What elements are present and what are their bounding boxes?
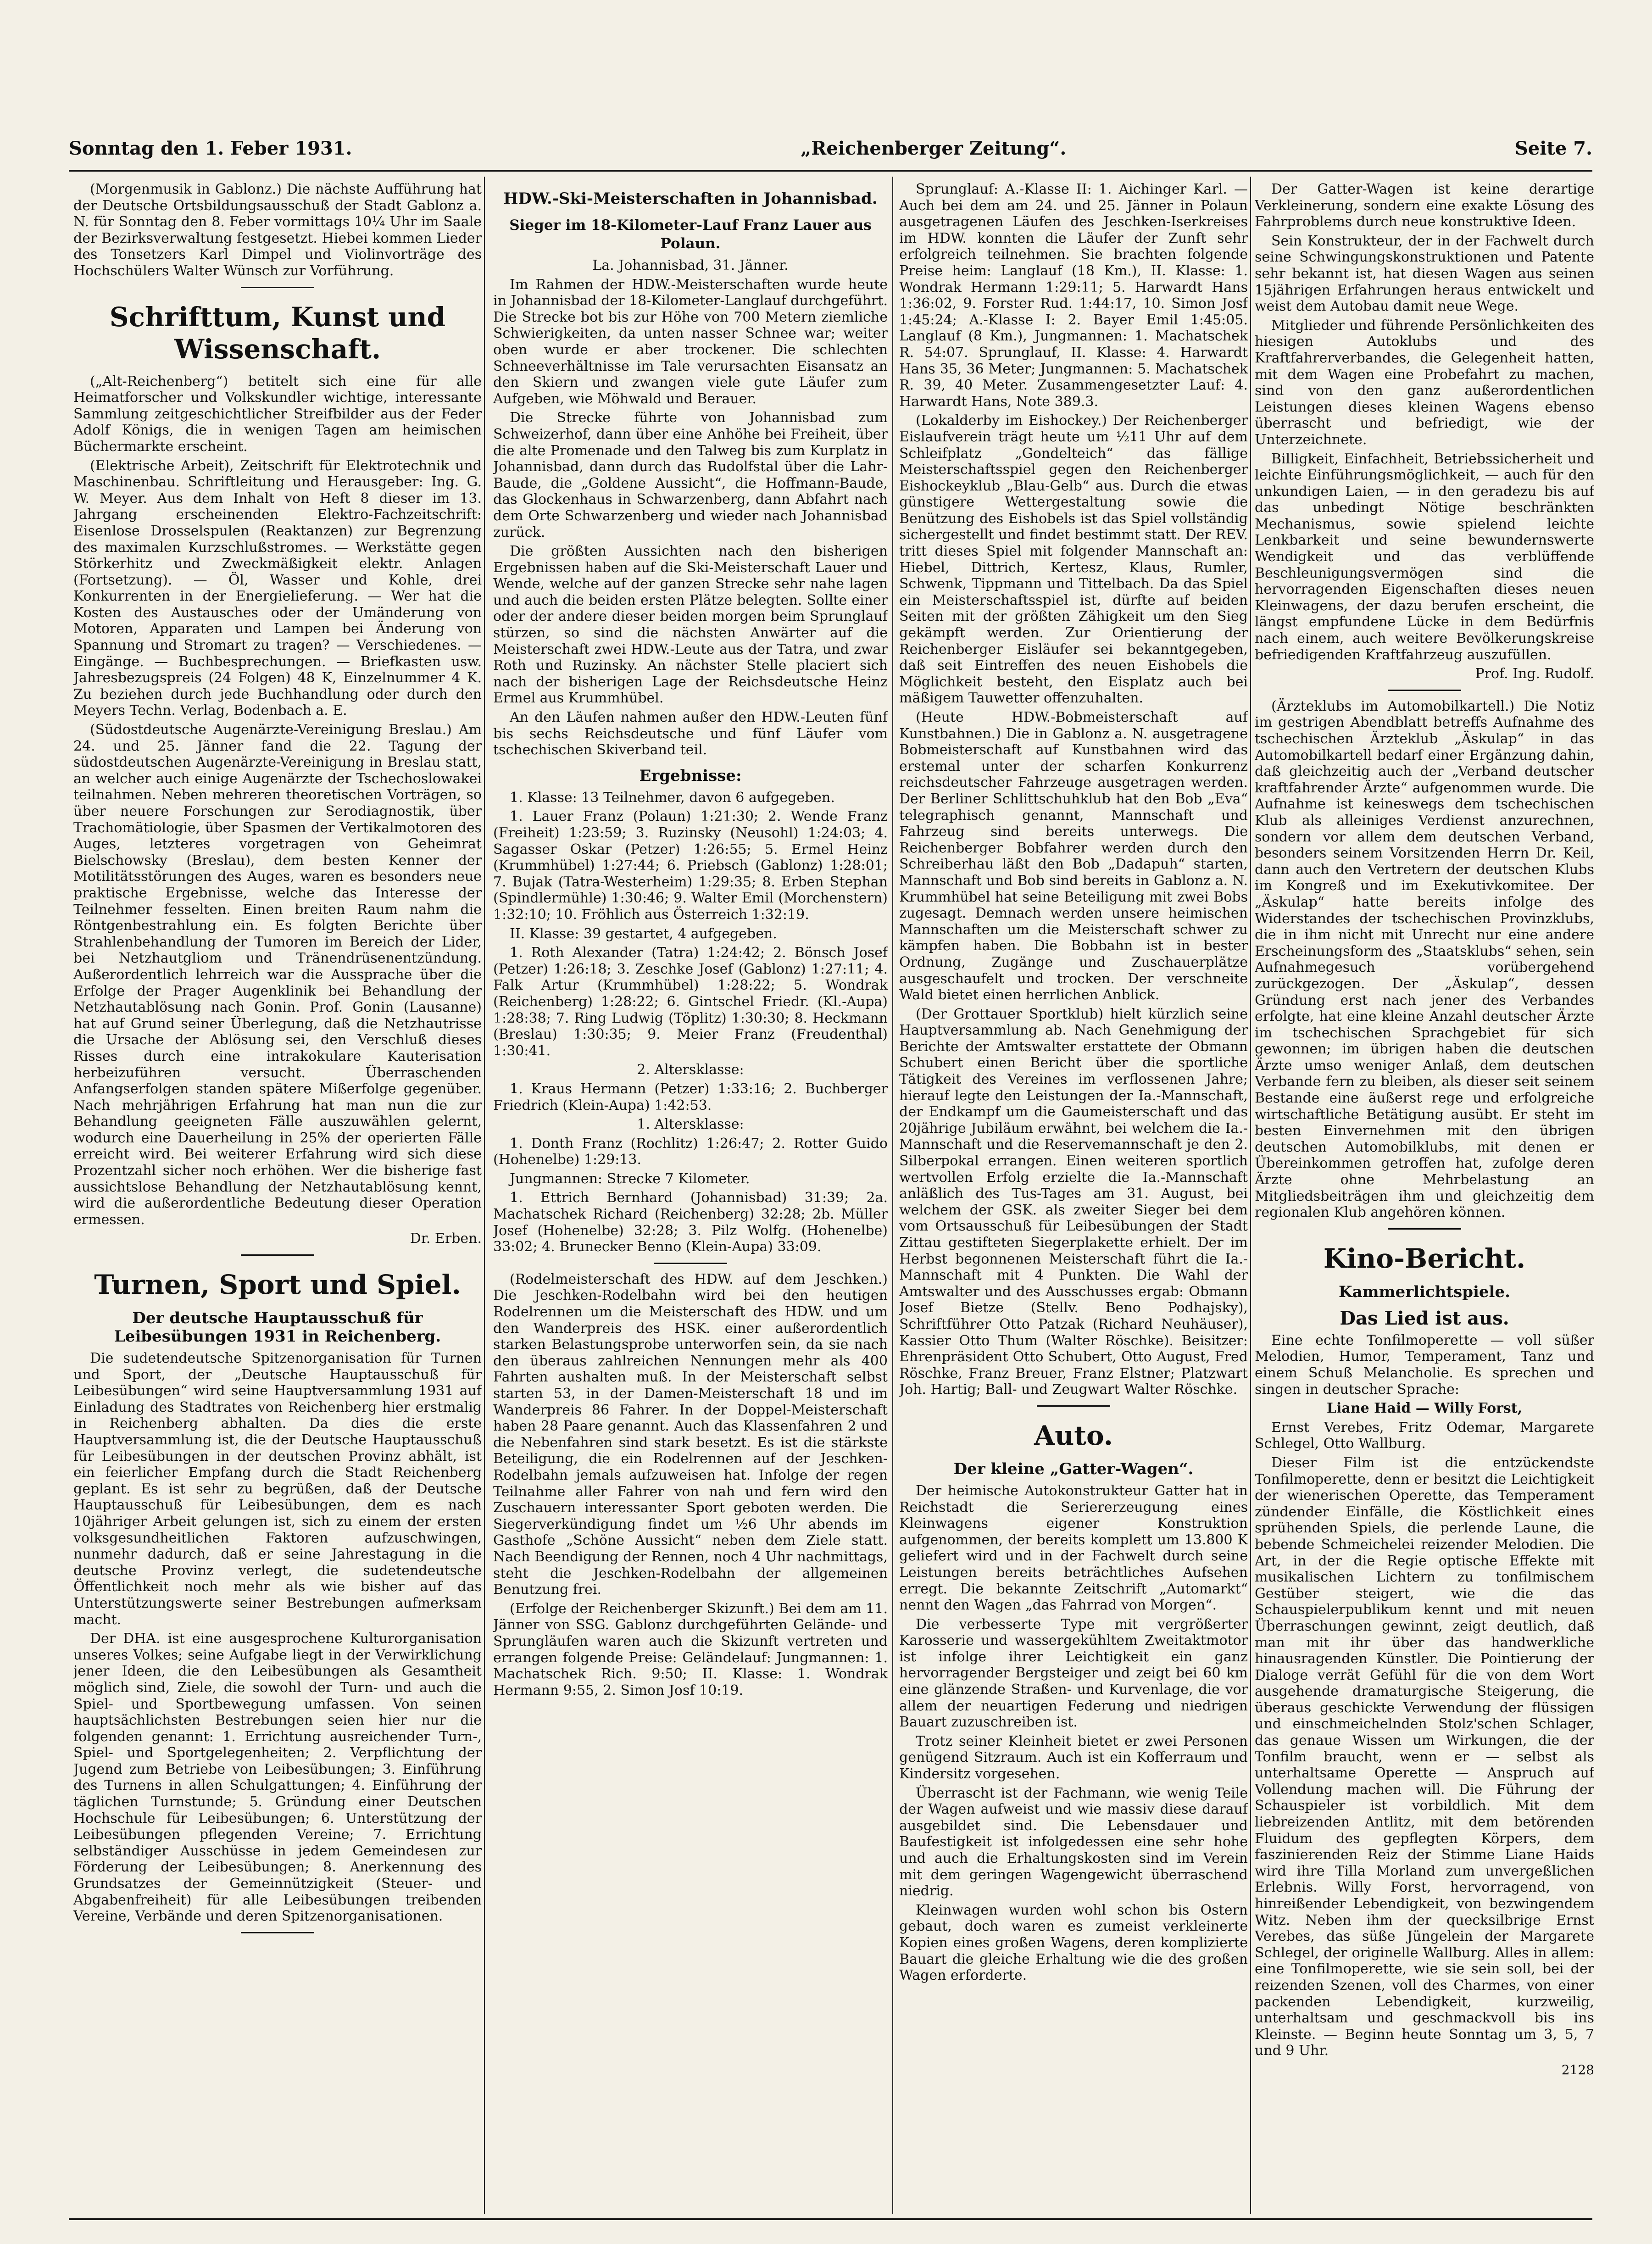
column-divider (484, 177, 485, 2214)
cast-lead: Liane Haid — Willy Forst, (1326, 1400, 1523, 1417)
header-page-number: Seite 7. (1514, 138, 1592, 159)
column-divider (892, 177, 893, 2214)
header-rule (69, 170, 1592, 172)
article-grottauer-sportklub: (Der Grottauer Sportklub) hielt kürzlich seine Hauptversammlung ab. Nach Genehmigung der Berichte der Amtswalter erstattete der Obmann Schubert einen Bericht über die sportliche Tätigkeit des Vereines im verflossenen Jahre; hierauf legte den Leistungen der Ia.-Mannschaft, der Endkampf um die Gaumeisterschaft und das 20jährige Jubiläum erwähnt, bei welchem die Ia.-Mannschaft und die Reservemannschaft je den 2. Silberpokal errangen. Einen weiteren sportlich wertvollen Erfolg erzielte die Ia.-Mannschaft anläßlich des Tus-Tages am 31. August, bei welchem der GSK. als zweiter Sieger bei dem vom Ortsausschuß für Leibesübungen der Stadt Zittau gestifteten Siegerplakette erhielt. Der im Herbst begonnenen Meisterschaft führt die Ia.-Mannschaft mit 4 Punkten. Die Wahl der Amtswalter und des Ausschusses ergab: Obmann Josef Bietze (Stellv. Beno Podhajsky), Schriftführer Otto Patzak (Richard Neuhäuser), Kassier Otto Thum (Walter Röschke). Beisitzer: Ehrenpräsident Otto Schubert, Otto August, Fred Röschke, Franz Breuer, Franz Elstner; Platzwart Joh. Hartig; Ball- und Zeugwart Walter Röschke. (899, 1006, 1248, 1398)
heading-ergebnisse: Ergebnisse: (639, 766, 742, 785)
article-gatter-p5: Kleinwagen wurden wohl schon bis Ostern gebaut, doch waren es zumeist verkleinerte Kopien eines großen Wagens, deren komplizierte Bauart die gleiche Erhaltung wie die des großen Wagen erforderte. (899, 1902, 1248, 1984)
results-altersklasse1: 1. Donth Franz (Rochlitz) 1:26:47; 2. Rotter Guido (Hohenelbe) 1:29:13. (493, 1135, 888, 1168)
column-2 (493, 181, 888, 2209)
subheadline-sieger: Sieger im 18-Kilometer-Lauf Franz Lauer aus Polaun. (509, 217, 872, 252)
article-gatter-p4: Überrascht ist der Fachmann, wie wenig Teile der Wagen aufweist und wie massiv diese darauf ausgebildet sind. Die Lebensdauer und Baufestigkeit ist infolgedessen eine sehr hohe und auch die Erhaltungskosten sind im Verein mit dem geringen Wagengewicht überraschend niedrig. (899, 1785, 1248, 1899)
header-date: Sonntag den 1. Feber 1931. (69, 138, 352, 159)
article-alt-reichenberg: („Alt-Reichenberg“) betitelt sich eine für alle Heimatforscher und Volkskundler wichtige, interessante Sammlung zeitgeschichtlicher Streifbilder aus der Feder Adolf Königs, die in wenigen Tagen am heimischen Büchermarkte erscheint. (73, 373, 482, 455)
article-hauptausschuss-p1: Die sudetendeutsche Spitzenorganisation für Turnen und Sport, der „Deutsche Hauptausschuß für Leibesübungen“ wird seine Hauptversammlung 1931 auf Einladung des Stadtrates von Reichenberg hier erstmalig in Reichenberg abhalten. Da dies die erste Hauptversammlung ist, die der Deutsche Hauptausschuß für Leibesübungen in der deutschen Provinz abhält, ist ein feierlicher Empfang durch die Stadt Reichenberg geplant. Es ist sehr zu begrüßen, daß der Deutsche Hauptausschuß für Leibesübungen, dem es nach 10jähriger Arbeit gelungen ist, sich zu einem der ersten volksgesundheitlichen Faktoren aufzuschwingen, nunmehr dadurch, daß er seine Jahrestagung in die deutsche Provinz verlegt, die sudetendeutsche Öffentlichkeit noch mehr als wie bisher auf das Unterstützungswerte seiner Bestrebungen aufmerksam macht. (73, 1350, 482, 1628)
article-gatter-p8: Mitglieder und führende Persönlichkeiten des hiesigen Autoklubs und des Kraftfahrerverbandes, die Gelegenheit hatten, mit dem Wagen eine Probefahrt zu machen, sind von den ganz außerordentlichen Leistungen dieses kleinen Wagens ebenso überrascht und befriedigt, wie der Unterzeichnete. (1255, 317, 1594, 448)
headline-kammerlichtspiele: Kammerlichtspiele. (1339, 1282, 1510, 1301)
signature: Prof. Ing. Rudolf. (1475, 666, 1594, 682)
column-1 (73, 181, 482, 2209)
separator (241, 287, 314, 288)
article-gatter-p6: Der Gatter-Wagen ist keine derartige Verkleinerung, sondern eine exakte Lösung des Fahrproblems durch neue konstruktive Ideen. (1255, 181, 1594, 230)
separator (654, 1263, 727, 1264)
section-heading-turnen: Turnen, Sport und Spiel. (94, 1269, 461, 1301)
column-3 (899, 181, 1248, 2209)
ad-code: 2128 (1561, 2062, 1594, 2077)
headline-lied-ist-aus: Das Lied ist aus. (1340, 1307, 1509, 1329)
page-header (69, 138, 1592, 165)
column-4 (1255, 181, 1594, 2209)
separator (241, 1932, 314, 1933)
article-kino-p1: Eine echte Tonfilmoperette — voll süßer Melodien, Humor, Temperament, Tanz und einem Schuß Melancholie. Es sprechen und singen in deutscher Sprache: (1255, 1332, 1594, 1398)
article-rodelmeisterschaft: (Rodelmeisterschaft des HDW. auf dem Jeschken.) Die Jeschken-Rodelbahn wird bei den heutigen Rodelrennen um die Meisterschaft des HDW. und um den Wanderpreis des HSK. einer außerordentlich starken Belastungsprobe unterworfen sein, da sie nach den überaus zahlreichen Nennungen mehr als 400 Fahrten aushalten muß. In der Meisterschaft selbst starten 53, in der Damen-Meisterschaft 18 und im Wanderpreis 86 Fahrer. In der Doppel-Meisterschaft haben 28 Paare genannt. Auch das Klassenfahren 2 und die Nebenfahren sind stark besetzt. Es ist die stärkste Beteiligung, die ein Rodelrennen auf der Jeschken-Rodelbahn jemals aufzuweisen hat. Infolge der regen Teilnahme aller Fahrer von nah und fern wird den Zuschauern interessanter Sport geboten werden. Die Siegerverkündigung findet um ½6 Uhr abends im Gasthofe „Schöne Aussicht“ neben dem Ziele statt. Nach Beendigung der Rennen, noch 4 Uhr nachmittags, steht die Jeschken-Rodelbahn der allgemeinen Benutzung frei. (493, 1271, 888, 1598)
article-gatter-p2: Die verbesserte Type mit vergrößerter Karosserie und wassergekühltem Zweitaktmotor ist infolge ihrer Leichtigkeit ein ganz hervorragender Bergsteiger und zeigt bei 60 km eine glänzende Straßen- und Kurvenlage, die vor allem der neuartigen Federung und niedrigen Bauart zuzuschreiben ist. (899, 1616, 1248, 1731)
headline-hauptausschuss: Der deutsche Hauptausschuß für Leibesübungen 1931 in Reichenberg. (114, 1309, 441, 1346)
footer-rule (69, 2218, 1592, 2220)
article-lokalderby: (Lokalderby im Eishockey.) Der Reichenberger Eislaufverein trägt heute um ½11 Uhr auf dem Schleifplatz „Gondelteich“ das fällige Meisterschaftsspiel gegen den Reichenberger Eishockeyklub „Blau-Gelb“ aus. Durch die etwas günstigere Wettergestaltung sowie die Benützung des Eishobels ist das Spiel vollständig sichergestellt und findet bestimmt statt. Der REV. tritt dieses Spiel mit folgender Mannschaft an: Hiebel, Dittrich, Kertesz, Klaus, Rumler, Schwenk, Tippmann und Tittelbach. Da das Spiel ein Meisterschaftsspiel ist, dürfte auf beiden Seiten mit der größten Zähigkeit um den Sieg gekämpft werden. Zur Orientierung der Reichenberger Eisläufer sei bekanntgegeben, daß seit Eintreffen des neuen Eishobels die Möglichkeit besteht, den Eisplatz auch bei mäßigem Tauwetter offenzuhalten. (899, 412, 1248, 707)
column-divider (1250, 177, 1251, 2214)
article-elektrische-arbeit: (Elektrische Arbeit), Zeitschrift für Elektrotechnik und Maschinenbau. Schriftleitung und Herausgeber: Ing. G. W. Meyer. Aus dem Inhalt von Heft 8 dieser im 13. Jahrgang erscheinenden Elektro-Fachzeitschrift: Eisenlose Drosselspulen (Reaktanzen) zur Begrenzung des maximalen Kurzschlußstromes. — Werkstätte gegen Störkerhitz und Zweckmäßigkeit elektr. Anlagen (Fortsetzung). — Öl, Wasser und Kohle, drei Konkurrenten in der Energielieferung. — Wer hat die Kosten des Austausches oder der Umänderung von Motoren, Apparaten und Lampen bei Änderung von Spannung und Stromart zu tragen? — Verschiedenes. — Eingänge. — Buchbesprechungen. — Briefkasten usw. Jahresbezugspreis (24 Folgen) 48 K, Einzelnummer 4 K. Zu beziehen durch jede Buchhandlung oder durch den Meyers Techn. Verlag, Bodenbach a. E. (73, 457, 482, 719)
article-skizunft-cont: Sprunglauf: A.-Klasse II: 1. Aichinger Karl. — Auch bei dem am 24. und 25. Jänner in Polaun ausgetragenen Läufen des Jeschken-Iserkreises im HDW. konnten die Läufer der Zunft sehr erfolgreich teilnehmen. Sie brachten folgende Preise heim: Langlauf (18 Km.), II. Klasse: 1. Wondrak Hermann 1:29:11; 5. Harwardt Hans 1:36:02, 9. Forster Rud. 1:44:17, 10. Simon Josf 1:45:24; A.-Klasse I: 2. Bayer Emil 1:45:05. Langlauf (8 Km.), Jungmannen: 1. Machatschek R. 54:07. Sprunglauf, II. Klasse: 4. Harwardt Hans 35, 36 Meter; Jungmannen: 5. Machatschek R. 39, 40 Meter. Zusammengesetzter Lauf: 4. Harwardt Hans, Note 389.3. (899, 181, 1248, 410)
article-ski-p2: Die Strecke führte von Johannisbad zum Schweizerhof, dann über eine Anhöhe bei Freiheit, über die alte Promenade und den Talweg bis zum Kurplatz in Johannisbad, dann durch das Rudolfstal über die Lahr-Baude, die „Goldene Aussicht“, die Hoffmann-Baude, das Glockenhaus in Schwarzenberg, dann Abfahrt nach dem Orte Schwarzenberg und wieder nach Johannisbad zurück. (493, 410, 888, 540)
article-kino-p2: Dieser Film ist die entzückendste Tonfilmoperette, denn er besitzt die Leichtigkeit der wienerischen Operette, das Temperament zündender Einfälle, die Köstlichkeit eines sprühenden Spiels, die perlende Laune, die bebende Schmeichelei reizender Melodien. Die Art, in der die Regie optische Effekte mit musikalischen Lichtern zu tonfilmischem Gestüber steigert, wie die das Schauspielerpublikum kennt und mit neuen Überraschungen gewinnt, zeigt deutlich, daß man mit ihr über das handwerkliche hinausragenden Künstler. Die Pointierung der Dialoge verrät Gefühl für die von dem Wort ausgehende dramaturgische Steigerung, die überaus geschickte Verwendung der flüssigen und einschmeichelnden Stolz'schen Schlager, das genaue Wissen um Wirkungen, die der Tonfilm braucht, wenn er — selbst als unterhaltsame Operette — Anspruch auf Vollendung machen will. Die Führung der Schauspieler ist vorbildlich. Mit dem liebreizenden Antlitz, mit dem betörenden Fluidum des gepflegten Körpers, dem faszinierenden Reiz der Stimme Liane Haids wird ihre Tilla Morland zum unvergeßlichen Erlebnis. Willy Forst, hervorragend, von hinreißender Lebendigkeit, von bezwingendem Witz. Neben ihm der quecksilbrige Ernst Verebes, das süße Jüngelein der Margarete Schlegel, der originelle Wallburg. Alles in allem: eine Tonfilmoperette, wie sie sein soll, bei der reizenden Szenen, voll des Charmes, von einer packenden Lebendigkeit, kurzweilig, unterhaltsam und geschmackvoll bis ins Kleinste. — Beginn heute Sonntag um 3, 5, 7 und 9 Uhr. (1255, 1454, 1594, 2059)
article-ski-p4: An den Läufen nahmen außer den HDW.-Leuten fünf bis sechs Reichsdeutsche und fünf Läufer vom tschechischen Skiverband teil. (493, 709, 888, 758)
dateline: La. Johannisbad, 31. Jänner. (592, 257, 789, 273)
section-heading-kino: Kino-Bericht. (1323, 1242, 1526, 1274)
article-bobmeisterschaft: (Heute HDW.-Bobmeisterschaft auf Kunstbahnen.) Die in Gablonz a. N. ausgetragene Bobmeisterschaft auf Kunstbahnen wird das erstemal unter der scharfen Konkurrenz reichsdeutscher Fahrzeuge ausgetragen werden. Der Berliner Schlittschuhklub hat den Bob „Eva“ telegraphisch genannt, Mannschaft und Fahrzeug sind bereits unterwegs. Die Reichenberger Bobfahrer werden durch den Schreiberhau läßt den Bob „Dadapuh“ starten, Mannschaft und Bob sind bereits in Gablonz a. N. Krummhübel hat seine Beteiligung mit zwei Bobs zugesagt. Demnach werden unsere heimischen Mannschaften um die Meisterschaft schwer zu kämpfen haben. Die Bobbahn ist in bester Ordnung, Zugänge und Zuschauerplätze ausgeschaufelt und trocken. Der verschneite Wald bietet einen herrlichen Anblick. (899, 709, 1248, 1003)
results-jungmannen-header: Jungmannen: Strecke 7 Kilometer. (510, 1170, 750, 1187)
signature: Dr. Erben. (410, 1231, 482, 1247)
section-heading-auto: Auto. (1034, 1420, 1113, 1451)
article-ski-p1: Im Rahmen der HDW.-Meisterschaften wurde heute in Johannisbad der 18-Kilometer-Langlauf durchgeführt. Die Strecke bot bis zur Höhe von 700 Metern ziemliche Schwierigkeiten, da unten nasser Schnee war; weiter oben wurde er aber trockener. Die schlechten Schneeverhältnisse im Tale verursachten Eisansatz an den Skiern und zwangen viele gute Läufer zum Aufgeben, wie Möhwald und Berauer. (493, 276, 888, 407)
article-skizunft: (Erfolge der Reichenberger Skizunft.) Bei dem am 11. Jänner von SSG. Gablonz durchgeführten Gelände- und Sprungläufen waren auch die Skizunft vertreten und errangen folgende Preise: Geländelauf: Jungmannen: 1. Machatschek Rich. 9:50; II. Klasse: 1. Wondrak Hermann 9:55, 2. Simon Josf 10:19. (493, 1600, 888, 1698)
article-aerzteklubs: (Ärzteklubs im Automobilkartell.) Die Notiz im gestrigen Abendblatt betreffs Aufnahme des tschechischen Ärzteklub „Äskulap“ in das Automobilkartell bedarf einer Ergänzung dahin, daß gleichzeitig auch der „Verband deutscher kraftfahrender Ärzte“ aufgenommen wurde. Die Aufnahme ist keineswegs dem tschechischen Klub als alleiniges Verdienst anzurechnen, sondern vor allem dem deutschen Verband, besonders seinem Vorsitzenden Herrn Dr. Keil, dann auch den Vertretern der deutschen Klubs im Kongreß und im Exekutivkomitee. Der „Äskulap“ hatte bereits infolge des Widerstandes der tschechischen Provinzklubs, die in ihm nicht mit Unrecht nur eine andere Erscheinungsform des „Staatsklubs“ sehen, sein Aufnahmegesuch vorübergehend zurückgezogen. Der „Äskulap“, dessen Gründung erst nach jener des Verbandes erfolgte, hat eine kleine Anzahl deutscher Ärzte im tschechischen Sprachgebiet für sich gewonnen; im übrigen haben die deutschen Ärzte umso weniger Anlaß, dem deutschen Verbande fern zu bleiben, als dieser seit seinem Bestande eine äußerst rege und erfolgreiche wirtschaftliche Betätigung ausübt. Er steht im besten Einvernehmen mit den übrigen deutschen Automobilklubs, mit denen er Übereinkommen getroffen hat, zufolge deren Ärzte ohne Mehrbelastung an Mitgliedsbeiträgen ihm und gleichzeitig dem regionalen Klub angehören können. (1255, 698, 1594, 1221)
results-class2: 1. Roth Alexander (Tatra) 1:24:42; 2. Bönsch Josef (Petzer) 1:26:18; 3. Zeschke Josef (Gablonz) 1:27:11; 4. Falk Artur (Krummhübel) 1:28:22; 5. Wondrak (Reichenberg) 1:28:22; 6. Gintschel Friedr. (Kl.-Aupa) 1:28:38; 7. Ring Ludwig (Töplitz) 1:30:30; 8. Heckmann (Breslau) 1:30:35; 9. Meier Franz (Freudenthal) 1:30:41. (493, 945, 888, 1059)
article-gatter-p7: Sein Konstrukteur, der in der Fachwelt durch seine Schwingungskonstruktionen und Patente sehr bekannt ist, hat diesen Wagen aus seinen 15jährigen Erfahrungen heraus entwickelt und weist dem Autobau damit neue Wege. (1255, 233, 1594, 315)
separator (241, 1254, 314, 1256)
article-gatter-p3: Trotz seiner Kleinheit bietet er zwei Personen genügend Sitzraum. Auch ist ein Kofferraum und Kindersitz vorgesehen. (899, 1733, 1248, 1782)
cast-supporting: Ernst Verebes, Fritz Odemar, Margarete Schlegel, Otto Wallburg. (1255, 1419, 1594, 1452)
results-altersklasse1-header: 1. Altersklasse: (637, 1116, 744, 1133)
results-altersklasse2: 1. Kraus Hermann (Petzer) 1:33:16; 2. Buchberger Friedrich (Klein-Aupa) 1:42:53. (493, 1080, 888, 1114)
results-altersklasse2-header: 2. Altersklasse: (637, 1062, 744, 1078)
separator (1388, 690, 1461, 691)
headline-gatter-wagen: Der kleine „Gatter-Wagen“. (953, 1459, 1194, 1478)
header-newspaper-title: „Reichenberger Zeitung“. (801, 138, 1067, 159)
article-gatter-p9: Billigkeit, Einfachheit, Betriebssicherheit und leichte Einführungsmöglichkeit, — auch für den unkundigen Laien, — in den geradezu bis auf das unbedingt Nötige beschränkten Mechanismus, sowie spielend leichte Lenkbarkeit und seine bewundernswerte Wendigkeit und das verblüffende Beschleunigungsvermögen sind die hervorragenden Eigenschaften dieses neuen Kleinwagens, der dazu berufen erscheint, die längst empfundene Lücke in dem Bedürfnis nach einem, auch weitere Bevölkerungskreise befriedigenden Kraftfahrzeug auszufüllen. (1255, 451, 1594, 663)
results-class1: 1. Lauer Franz (Polaun) 1:21:30; 2. Wende Franz (Freiheit) 1:23:59; 3. Ruzinsky (Neusohl) 1:24:03; 4. Sagasser Oskar (Petzer) 1:26:55; 5. Ermel Heinz (Krummhübel) 1:27:44; 6. Priebsch (Gablonz) 1:28:01; 7. Bujak (Tatra-Westerheim) 1:29:35; 8. Erben Stephan (Spindlermühle) 1:30:46; 9. Walter Emil (Morchenstern) 1:32:10; 10. Fröhlich aus Österreich 1:32:19. (493, 808, 888, 923)
article-augenaerzte: (Südostdeutsche Augenärzte-Vereinigung Breslau.) Am 24. und 25. Jänner fand die 22. Tagung der südostdeutschen Augenärzte-Vereinigung in Breslau statt, an welcher auch einige Augenärzte der Tschechoslowakei teilnahmen. Neben mehreren theoretischen Vorträgen, so über neuere Forschungen zur Serodiagnostik, über Trachomätiologie, über Spasmen der Vertikalmotoren des Auges, letzteres vorgetragen von Geheimrat Bielschowsky (Breslau), dem besten Kenner der Motilitätsstörungen des Auges, waren es besonders neue praktische Ergebnisse, welche das Interesse der Teilnehmer fesselten. Einen breiten Raum nahm die Röntgenbestrahlung ein. Es folgten Berichte über Strahlenbehandlung der Tumoren im Bereich der Lider, bei Netzhautgliom und Tränendrüsenentzündung. Außerordentlich lehrreich war die Aussprache über die Erfolge der Prager Augenklinik bei Behandlung der Netzhautablösung nach Gonin. Prof. Gonin (Lausanne) hat auf Grund seiner Überlegung, daß die Netzhautrisse die Ursache der Ablösung sei, den Verschluß dieses Risses durch eine intrakokulare Kauterisation herbeizuführen versucht. Überraschenden Anfangserfolgen standen spätere Mißerfolge gegenüber. Nach mehrjährigen Erfahrung hat man nun die zur Behandlung geeigneten Fälle auszuwählen gelernt, wodurch eine Dauerheilung in 25% der operierten Fälle erreicht wird. Bei weiterer Erfahrung wird sich diese Prozentzahl sicher noch erhöhen. Wer die bisherige fast aussichtslose Behandlung der Netzhautablösung kennt, wird die außerordentliche Bedeutung dieser Operation ermessen. (73, 722, 482, 1228)
section-heading-schrifttum: Schrifttum, Kunst und Wissenschaft. (109, 301, 446, 365)
article-gatter-p1: Der heimische Autokonstrukteur Gatter hat in Reichstadt die Seriererzeugung eines Kleinwagens eigener Konstruktion aufgenommen, der bereits komplett um 13.800 K geliefert wird und in der Fachwelt durch seine Leistungen bereits beträchtliches Aufsehen erregt. Die bekannte Zeitschrift „Automarkt“ nennt den Wagen „das Fahrrad von Morgen“. (899, 1482, 1248, 1614)
results-jungmannen: 1. Ettrich Bernhard (Johannisbad) 31:39; 2a. Machatschek Richard (Reichenberg) 32:28; 2b. Müller Josef (Hohenelbe) 32:28; 3. Pilz Wolfg. (Hohenelbe) 33:02; 4. Brunecker Benno (Klein-Aupa) 33:09. (493, 1190, 888, 1255)
results-class2-header: II. Klasse: 39 gestartet, 4 aufgegeben. (510, 925, 777, 942)
separator (1037, 1405, 1110, 1407)
article-hauptausschuss-p2: Der DHA. ist eine ausgesprochene Kulturorganisation unseres Volkes; seine Aufgabe liegt in der Verwirklichung jener Ideen, die den Leibesübungen als Gesamtheit möglich sind, Ziele, die sowohl der Turn- und auch die Spiel- und Sportbewegung umfassen. Von seinen hauptsächlichsten Bestrebungen seien hier nur die folgenden genannt: 1. Errichtung ausreichender Turn-, Spiel- und Sportgelegenheiten; 2. Verpflichtung der Jugend zum Betriebe von Leibesübungen; 3. Einführung des Turnens in allen Schulgattungen; 4. Einführung der täglichen Turnstunde; 5. Gründung einer Deutschen Hochschule für Leibesübungen; 6. Unterstützung der Leibesübungen pflegenden Vereine; 7. Errichtung selbständiger Ausschüsse in jedem Gemeindesen zur Förderung der Leibesübungen; 8. Anerkennung des Grundsatzes der Gemeinnützigkeit (Steuer- und Abgabenfreiheit) für alle Leibesübungen treibenden Vereine, Verbände und deren Spitzenorganisationen. (73, 1631, 482, 1925)
results-class1-header: 1. Klasse: 13 Teilnehmer, davon 6 aufgegeben. (510, 789, 835, 806)
headline-ski-meisterschaften: HDW.-Ski-Meisterschaften in Johannisbad. (503, 189, 878, 208)
article-morgenmusik: (Morgenmusik in Gablonz.) Die nächste Aufführung hat der Deutsche Ortsbildungsausschuß der Stadt Gablonz a. N. für Sonntag den 8. Feber vormittags 10¼ Uhr im Saale der Bezirksverwaltung festgesetzt. Hiebei kommen Lieder des Tonsetzers Karl Dimpel und Violinvorträge des Hochschülers Walter Wünsch zur Vorführung. (73, 181, 482, 279)
separator (1388, 1228, 1461, 1230)
article-ski-p3: Die größten Aussichten nach den bisherigen Ergebnissen haben auf die Ski-Meisterschaft Lauer und Wende, welche auf der ganzen Strecke sehr nahe lagen und auch die beiden ersten Plätze belegten. Sollte einer oder der andere dieser beiden morgen beim Sprunglauf stürzen, so sind die nächsten Anwärter auf die Meisterschaft zwei HDW.-Leute aus der Tatra, und zwar Roth und Ruzinsky. An nächster Stelle placiert sich nach der bisherigen Lage der Reichsdeutsche Heinz Ermel aus Krummhübel. (493, 543, 888, 707)
